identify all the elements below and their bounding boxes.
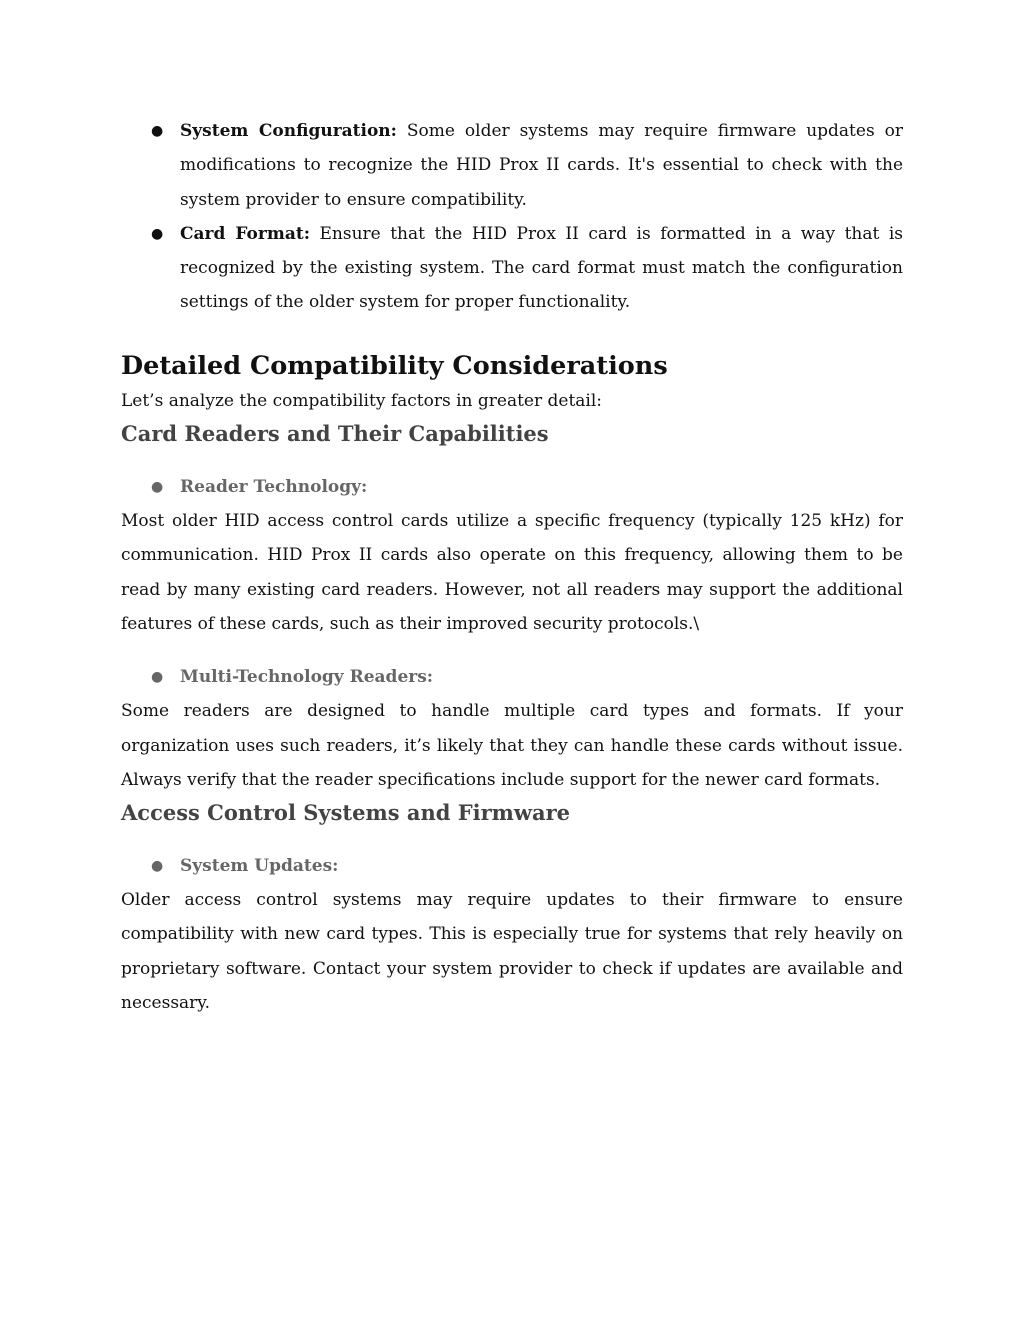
bullet-term: Card Format: — [180, 223, 310, 244]
access-control-heading: Access Control Systems and Firmware — [121, 800, 570, 826]
bullet-icon: ● — [151, 123, 164, 139]
bullet-term: System Configuration: — [180, 121, 397, 141]
compatibility-bullet-list — [121, 114, 903, 320]
page-content — [121, 114, 903, 1020]
list-item — [121, 217, 903, 320]
reader-technology-paragraph: Most older HID access control cards utilize a specific frequency (typically 125 kHz) for communication. HID Prox II cards also operate on this frequency, allowing them to be read by many existing card readers. However, not all readers may support the additional features of these cards, such as their improved security protocols.\ — [121, 511, 903, 634]
section-heading: Detailed Compatibility Considerations — [121, 350, 668, 381]
reader-technology-bullet — [121, 470, 903, 504]
system-updates-label: System Updates: — [180, 856, 339, 877]
system-updates-paragraph: Older access control systems may require updates to their firmware to ensure compatibility with new card types. This is especially true for systems that rely heavily on proprietary software. Contact your system provider to check if updates are available and necessary. — [121, 890, 903, 1014]
reader-technology-label: Reader Technology: — [180, 477, 368, 498]
system-updates-bullet — [121, 849, 903, 883]
bullet-icon: ● — [151, 669, 164, 686]
bullet-text: Some older systems may require firmware updates or modifications to recognize the HID Prox II cards. It's essential to check with the system provider to ensure compatibility. — [180, 121, 903, 210]
multi-technology-label: Multi-Technology Readers: — [180, 667, 434, 688]
multi-technology-paragraph: Some readers are designed to handle multiple card types and formats. If your organization uses such readers, it’s likely that they can handle these cards without issue. Always verify that the reader specifications include support for the newer card formats. — [121, 701, 903, 790]
bullet-icon: ● — [151, 225, 164, 242]
bullet-text: Ensure that the HID Prox II card is formatted in a way that is recognized by the existing system. The card format must match the configuration settings of the older system for proper functionality. — [180, 223, 903, 313]
bullet-icon: ● — [151, 858, 164, 875]
card-readers-heading: Card Readers and Their Capabilities — [121, 421, 549, 447]
multi-technology-bullet — [121, 660, 903, 694]
section-intro: Let’s analyze the compatibility factors in greater detail: — [121, 390, 603, 411]
bullet-icon: ● — [151, 479, 164, 496]
list-item — [121, 114, 903, 217]
